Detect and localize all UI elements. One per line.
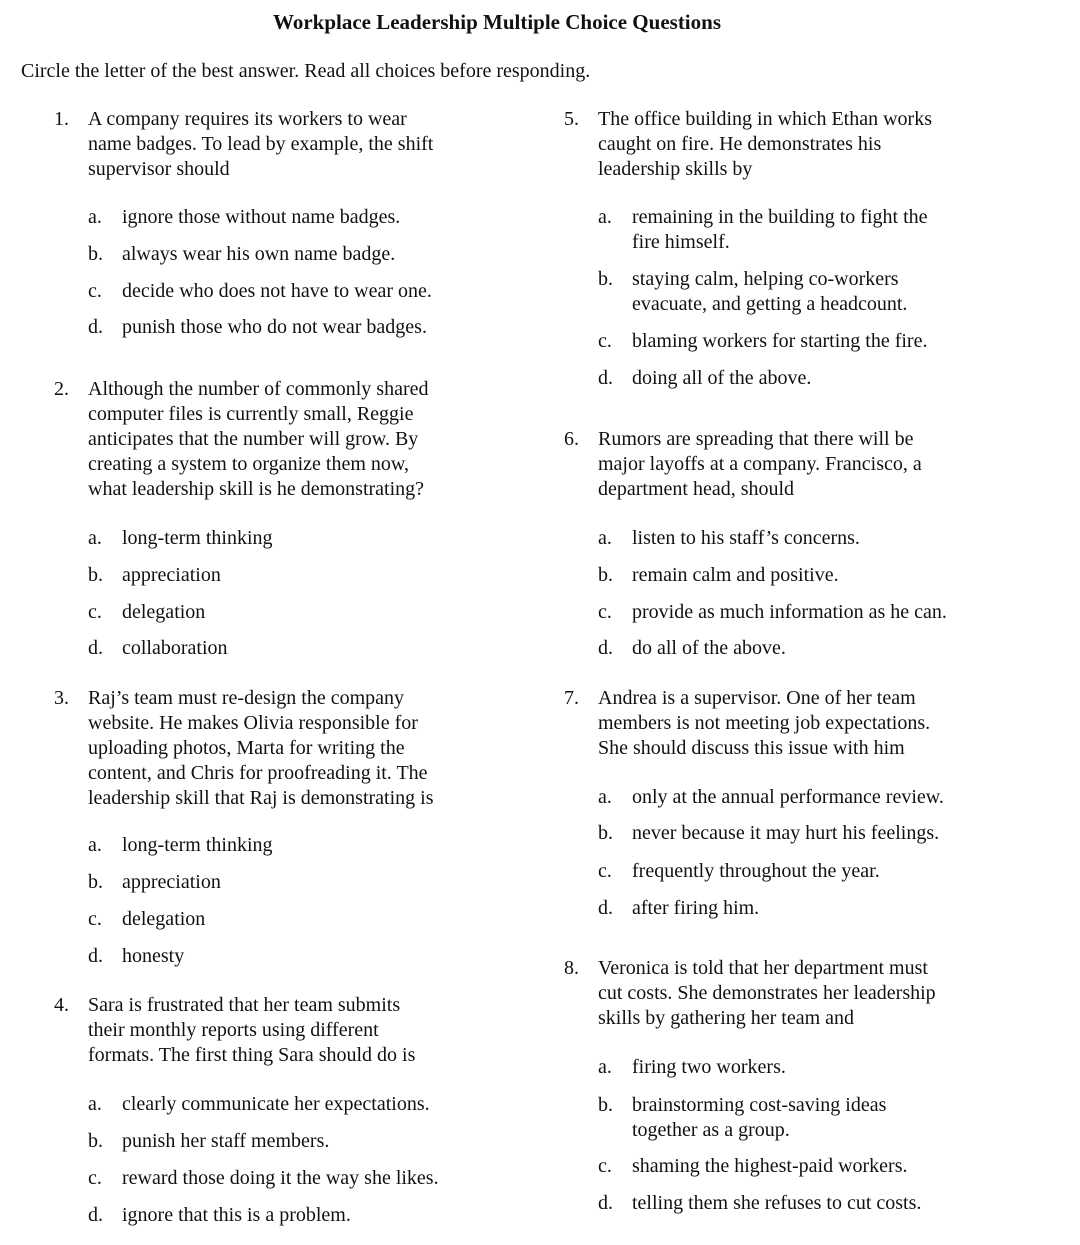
option-letter: a.: [598, 786, 612, 808]
option-letter: a.: [598, 527, 612, 549]
option-text: long-term thinking: [122, 834, 273, 856]
option-letter: b.: [88, 871, 103, 893]
option-text: always wear his own name badge.: [122, 243, 396, 265]
question-stem: [54, 993, 504, 1068]
option-letter: a.: [88, 834, 102, 856]
question-number: 3.: [54, 687, 69, 709]
option-letter: c.: [88, 601, 102, 623]
stem-line: formats. The first thing Sara should do is: [88, 1044, 416, 1066]
option-text: appreciation: [122, 871, 221, 893]
option-text: ignore those without name badges.: [122, 206, 401, 228]
option-letter: d.: [598, 367, 613, 389]
option-text: only at the annual performance review.: [632, 786, 944, 808]
question-3: [54, 686, 504, 811]
stem-line: content, and Chris for proofreading it. The: [88, 762, 428, 784]
option-text: frequently throughout the year.: [632, 860, 880, 882]
question-number: 4.: [54, 994, 69, 1016]
stem-line: The office building in which Ethan works: [598, 108, 933, 130]
answer-option-7c[interactable]: [598, 859, 1038, 884]
option-text: long-term thinking: [122, 527, 273, 549]
answer-option-6c[interactable]: [598, 600, 1038, 625]
answer-option-3d[interactable]: [88, 944, 508, 969]
question-5: [564, 107, 1034, 182]
answer-option-5d[interactable]: [598, 366, 1038, 391]
stem-line: major layoffs at a company. Francisco, a: [598, 453, 922, 475]
stem-line: Veronica is told that her department must: [598, 957, 928, 979]
option-text: ignore that this is a problem.: [122, 1204, 351, 1226]
question-8: [564, 956, 1034, 1031]
question-number: 8.: [564, 957, 579, 979]
option-letter: c.: [88, 280, 102, 302]
question-stem: [54, 107, 504, 182]
stem-line: A company requires its workers to wear: [88, 108, 407, 130]
question-4: [54, 993, 504, 1068]
option-text: remaining in the building to fight the: [632, 206, 928, 228]
answer-option-2a[interactable]: [88, 526, 508, 551]
option-text: appreciation: [122, 564, 221, 586]
stem-line: skills by gathering her team and: [598, 1007, 855, 1029]
answer-option-8c[interactable]: [598, 1154, 1038, 1179]
option-text: provide as much information as he can.: [632, 601, 947, 623]
option-text: do all of the above.: [632, 637, 786, 659]
answer-option-6d[interactable]: [598, 636, 1038, 661]
question-2: [54, 377, 504, 502]
option-text: decide who does not have to wear one.: [122, 280, 432, 302]
answer-option-7b[interactable]: [598, 821, 1038, 846]
option-letter: a.: [598, 1056, 612, 1078]
option-text: doing all of the above.: [632, 367, 812, 389]
answer-option-3a[interactable]: [88, 833, 508, 858]
option-letter: a.: [88, 206, 102, 228]
question-number: 5.: [564, 108, 579, 130]
page-title: Workplace Leadership Multiple Choice Questions: [272, 10, 721, 34]
option-letter: b.: [598, 268, 613, 290]
option-letter: c.: [598, 601, 612, 623]
option-letter: d.: [88, 316, 103, 338]
stem-line: computer files is currently small, Reggie: [88, 403, 414, 425]
answer-option-8a[interactable]: [598, 1055, 1038, 1080]
option-text: remain calm and positive.: [632, 564, 839, 586]
question-7: [564, 686, 1034, 761]
option-letter: c.: [598, 860, 612, 882]
option-text: clearly communicate her expectations.: [122, 1093, 430, 1115]
question-number: 6.: [564, 428, 579, 450]
answer-option-2c[interactable]: [88, 600, 508, 625]
stem-line: leadership skill that Raj is demonstrating is: [88, 787, 434, 809]
option-text: staying calm, helping co-workers: [632, 268, 899, 290]
answer-option-2b[interactable]: [88, 563, 508, 588]
option-letter: c.: [598, 1155, 612, 1177]
stem-line: cut costs. She demonstrates her leadership: [598, 982, 936, 1004]
stem-line: Although the number of commonly shared: [88, 378, 429, 400]
option-letter: a.: [88, 1093, 102, 1115]
stem-line: website. He makes Olivia responsible for: [88, 712, 418, 734]
stem-line: She should discuss this issue with him: [598, 737, 905, 759]
question-6: [564, 427, 1034, 502]
stem-line: name badges. To lead by example, the shift: [88, 133, 434, 155]
answer-option-1d[interactable]: [88, 315, 508, 340]
option-letter: d.: [88, 945, 103, 967]
stem-line: leadership skills by: [598, 158, 753, 180]
answer-option-6a[interactable]: [598, 526, 1038, 551]
stem-line: Andrea is a supervisor. One of her team: [598, 687, 916, 709]
answer-option-7d[interactable]: [598, 896, 1038, 921]
answer-option-5c[interactable]: [598, 329, 1038, 354]
answer-option-8d[interactable]: [598, 1191, 1038, 1216]
question-stem: [54, 377, 504, 502]
option-letter: c.: [88, 1167, 102, 1189]
option-text: telling them she refuses to cut costs.: [632, 1192, 922, 1214]
option-letter: d.: [598, 637, 613, 659]
answer-option-5b[interactable]: [598, 267, 1038, 317]
option-text: listen to his staff’s concerns.: [632, 527, 860, 549]
stem-line: Rumors are spreading that there will be: [598, 428, 914, 450]
question-stem: [54, 686, 504, 811]
option-letter: c.: [88, 908, 102, 930]
question-stem: [564, 686, 1034, 761]
option-text: delegation: [122, 601, 206, 623]
answer-option-1c[interactable]: [88, 279, 508, 304]
option-letter: b.: [598, 822, 613, 844]
answer-option-3b[interactable]: [88, 870, 508, 895]
answer-option-7a[interactable]: [598, 785, 1038, 810]
option-text: after firing him.: [632, 897, 760, 919]
option-letter: a.: [598, 206, 612, 228]
stem-line: anticipates that the number will grow. By: [88, 428, 419, 450]
question-stem: [564, 956, 1034, 1031]
option-text: brainstorming cost-saving ideas: [632, 1094, 887, 1116]
stem-line: caught on fire. He demonstrates his: [598, 133, 882, 155]
stem-line: their monthly reports using different: [88, 1019, 379, 1041]
stem-line: what leadership skill is he demonstrating?: [88, 478, 425, 500]
stem-line: supervisor should: [88, 158, 230, 180]
answer-option-4a[interactable]: [88, 1092, 508, 1117]
option-text: firing two workers.: [632, 1056, 786, 1078]
option-letter: d.: [88, 637, 103, 659]
stem-line: creating a system to organize them now,: [88, 453, 410, 475]
option-letter: b.: [598, 564, 613, 586]
stem-line: members is not meeting job expectations.: [598, 712, 931, 734]
stem-line: department head, should: [598, 478, 795, 500]
answer-option-4b[interactable]: [88, 1129, 508, 1154]
option-text: punish those who do not wear badges.: [122, 316, 427, 338]
option-letter: b.: [88, 1130, 103, 1152]
instructions: Circle the letter of the best answer. Read all choices before responding.: [21, 60, 591, 82]
option-letter: d.: [598, 1192, 613, 1214]
option-text: delegation: [122, 908, 206, 930]
option-text: fire himself.: [632, 231, 730, 253]
answer-option-2d[interactable]: [88, 636, 508, 661]
option-text: punish her staff members.: [122, 1130, 330, 1152]
option-text: shaming the highest-paid workers.: [632, 1155, 908, 1177]
option-letter: c.: [598, 330, 612, 352]
question-number: 2.: [54, 378, 69, 400]
option-letter: b.: [88, 564, 103, 586]
question-1: [54, 107, 504, 182]
option-text: collaboration: [122, 637, 228, 659]
question-number: 7.: [564, 687, 579, 709]
answer-option-4c[interactable]: [88, 1166, 508, 1191]
answer-option-1a[interactable]: [88, 205, 508, 230]
option-letter: d.: [88, 1204, 103, 1226]
question-stem: [564, 107, 1034, 182]
answer-option-6b[interactable]: [598, 563, 1038, 588]
option-text: honesty: [122, 945, 185, 967]
stem-line: Raj’s team must re-design the company: [88, 687, 405, 709]
question-stem: [564, 427, 1034, 502]
option-text: never because it may hurt his feelings.: [632, 822, 940, 844]
stem-line: Sara is frustrated that her team submits: [88, 994, 401, 1016]
option-letter: b.: [598, 1094, 613, 1116]
option-text: together as a group.: [632, 1119, 790, 1141]
option-text: reward those doing it the way she likes.: [122, 1167, 439, 1189]
option-text: evacuate, and getting a headcount.: [632, 293, 908, 315]
stem-line: uploading photos, Marta for writing the: [88, 737, 405, 759]
option-text: blaming workers for starting the fire.: [632, 330, 928, 352]
option-letter: b.: [88, 243, 103, 265]
answer-option-1b[interactable]: [88, 242, 508, 267]
answer-option-5a[interactable]: [598, 205, 1038, 255]
option-letter: a.: [88, 527, 102, 549]
option-letter: d.: [598, 897, 613, 919]
question-number: 1.: [54, 108, 69, 130]
answer-option-3c[interactable]: [88, 907, 508, 932]
answer-option-8b[interactable]: [598, 1093, 1038, 1143]
answer-option-4d[interactable]: [88, 1203, 508, 1228]
